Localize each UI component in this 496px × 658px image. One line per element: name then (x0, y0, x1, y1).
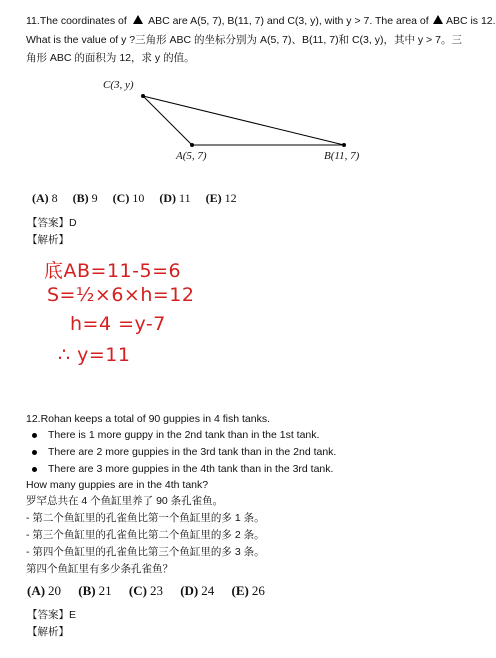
choice-d: (D) 11 (159, 191, 191, 205)
segment-cb (143, 96, 344, 145)
q12-bullet-2: There are 2 more guppies in the 3rd tank than in the 2nd tank. (48, 446, 337, 458)
q12-title: 12.Rohan keeps a total of 90 guppies in 4 fish tanks. (26, 413, 270, 425)
q12-zh-5: 第四个鱼缸里有多少条孔雀鱼？ (26, 563, 173, 575)
label-a: A(5, 7) (176, 150, 207, 162)
q11-choices (32, 191, 237, 206)
label-b: B(11, 7) (324, 150, 360, 162)
point-c (141, 94, 145, 98)
bullet-icon (32, 467, 37, 472)
choice-a: (A) 20 (27, 583, 62, 598)
choice-c: (C) 10 (112, 191, 145, 205)
choice-b: (B) 21 (78, 583, 112, 598)
choice-b: (B) 9 (72, 191, 98, 205)
choice-d: (D) 24 (180, 583, 215, 598)
q12-answer: 【答案】E (27, 609, 77, 621)
q12-zh-1: 罗罕总共在 4 个鱼缸里养了 90 条孔雀鱼。 (26, 495, 224, 507)
handwriting-line-1: 底AB=11-5=6 (44, 260, 182, 282)
q11-line3: 角形 ABC 的面积为 12，求 y 的值。 (26, 52, 195, 64)
q12-choices (27, 583, 265, 599)
handwriting-line-3: h=4 =y-7 (70, 313, 166, 335)
handwriting-line-2: S=½×6×h=12 (47, 284, 195, 306)
q11-answer: 【答案】D (27, 217, 77, 229)
q12-analysis-label: 【解析】 (27, 626, 69, 638)
q11-line2: What is the value of y ?三角形 ABC 的坐标分别为 A(5, 7)、B(11, 7)和 C(3, y)，其中 y > 7。三 (26, 34, 462, 46)
point-b (342, 143, 346, 147)
bullet-icon (32, 433, 37, 438)
bullet-icon (32, 450, 37, 455)
segment-ca (143, 96, 192, 145)
choice-c: (C) 23 (128, 583, 163, 598)
q12-question: How many guppies are in the 4th tank? (26, 479, 209, 491)
q12-bullet-1: There is 1 more guppy in the 2nd tank than in the 1st tank. (48, 429, 320, 441)
q11-line1-part-c: ABC is 12. (445, 15, 496, 27)
choice-a: (A) 8 (32, 191, 58, 205)
q11-line1-part-b: ABC are A(5, 7), B(11, 7) and C(3, y), with y > 7. The area of (148, 15, 429, 27)
q12-zh-4: - 第四个鱼缸里的孔雀鱼比第三个鱼缸里的多 3 条。 (26, 546, 265, 558)
q12-zh-3: - 第三个鱼缸里的孔雀鱼比第二个鱼缸里的多 2 条。 (26, 529, 265, 541)
triangle-figure (0, 0, 488, 180)
q11-analysis-label: 【解析】 (27, 234, 69, 246)
q11-line1-part-a: 11.The coordinates of (26, 15, 127, 27)
choice-e: (E) 12 (205, 191, 237, 205)
label-c: C(3, y) (103, 79, 134, 91)
handwriting-line-4: ∴ y=11 (58, 344, 131, 366)
choice-e: (E) 26 (231, 583, 265, 598)
q12-bullet-3: There are 3 more guppies in the 4th tank than in the 3rd tank. (48, 463, 334, 475)
q12-zh-2: - 第二个鱼缸里的孔雀鱼比第一个鱼缸里的多 1 条。 (26, 512, 265, 524)
point-a (190, 143, 194, 147)
